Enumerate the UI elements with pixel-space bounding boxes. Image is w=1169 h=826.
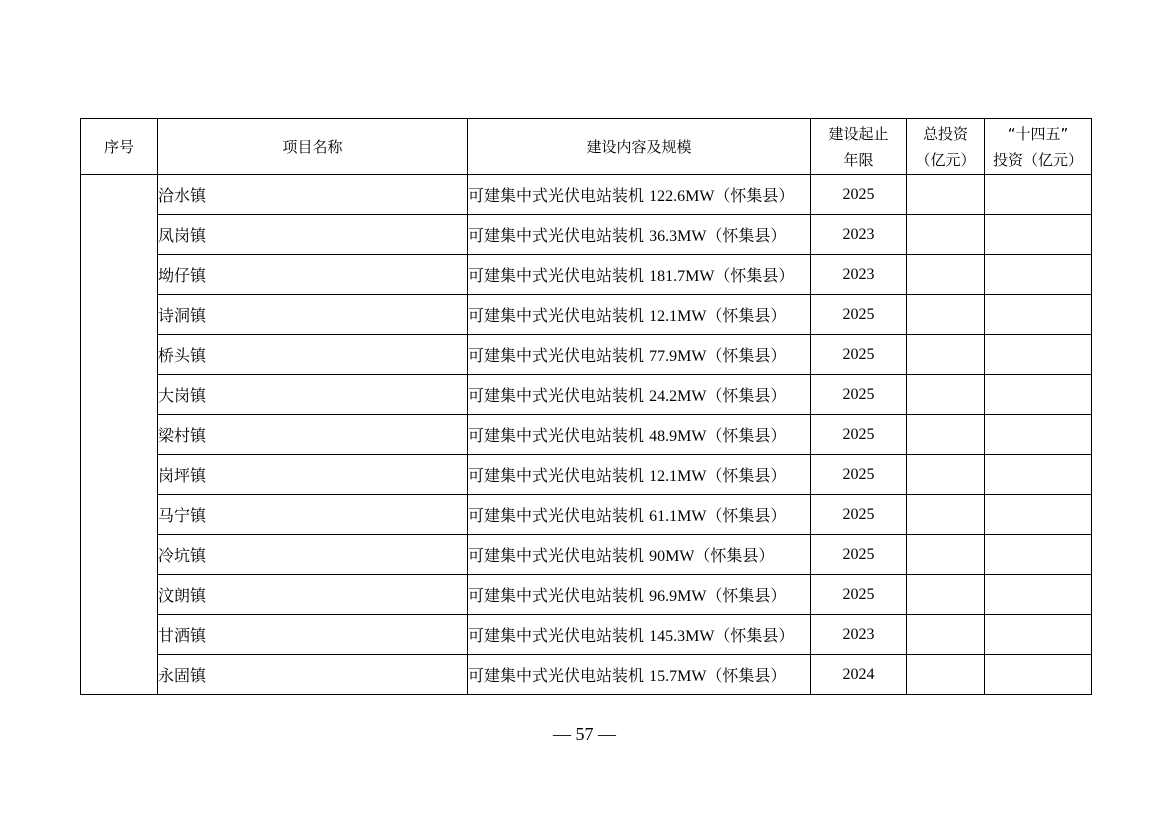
content-scale-cell [468,655,811,695]
table-row [81,175,1092,215]
total-investment-cell [907,455,985,495]
header-14th-plan-investment [985,119,1092,175]
content-scale-cell [468,375,811,415]
content-scale-cell [468,495,811,535]
capacity-value: 12.1MW [649,308,707,325]
capacity-value: 15.7MW [649,668,707,685]
table-row [81,535,1092,575]
plan-investment-cell [985,215,1092,255]
header-period [811,119,907,175]
total-investment-cell [907,335,985,375]
content-scale-cell [468,175,811,215]
capacity-value: 77.9MW [649,348,707,365]
header-period-line1: 建设起止 [828,124,889,143]
header-plan-line1: “十四五” [1007,124,1069,143]
period-cell: 2025 [811,295,907,335]
period-cell: 2024 [811,655,907,695]
project-name-cell: 马宁镇 [158,495,468,535]
county-label: （怀集县） [706,506,787,525]
total-investment-cell [907,375,985,415]
header-plan-line2: 投资（亿元） [992,150,1083,169]
content-scale-cell [468,255,811,295]
plan-investment-cell [985,255,1092,295]
content-scale-cell [468,295,811,335]
capacity-value: 122.6MW [649,188,715,205]
capacity-value: 36.3MW [649,228,707,245]
total-investment-cell [907,575,985,615]
total-investment-cell [907,535,985,575]
period-cell: 2025 [811,415,907,455]
capacity-value: 90MW [649,548,695,565]
capacity-value: 61.1MW [649,508,707,525]
capacity-value: 24.2MW [649,388,707,405]
county-label: （怀集县） [714,266,795,285]
plan-investment-cell [985,655,1092,695]
table-row [81,655,1092,695]
header-seq: 序号 [81,119,158,175]
content-scale-cell [468,415,811,455]
capacity-value: 145.3MW [649,628,715,645]
period-cell: 2025 [811,495,907,535]
content-prefix: 可建集中式光伏电站装机 [468,346,650,365]
plan-investment-cell [985,535,1092,575]
plan-investment-cell [985,295,1092,335]
header-period-line2: 年限 [843,150,874,169]
content-scale-cell [468,575,811,615]
total-investment-cell [907,615,985,655]
content-prefix: 可建集中式光伏电站装机 [468,226,650,245]
content-prefix: 可建集中式光伏电站装机 [468,626,650,645]
content-prefix: 可建集中式光伏电站装机 [468,266,650,285]
table-row [81,335,1092,375]
capacity-value: 48.9MW [649,428,707,445]
county-label: （怀集县） [706,426,787,445]
period-cell: 2025 [811,575,907,615]
header-project-name: 项目名称 [158,119,468,175]
plan-investment-cell [985,415,1092,455]
project-name-cell: 诗洞镇 [158,295,468,335]
header-invest-line2: （亿元） [915,150,976,169]
county-label: （怀集县） [706,666,787,685]
county-label: （怀集县） [714,186,795,205]
seq-cell [81,175,158,695]
header-content-scale: 建设内容及规模 [468,119,811,175]
content-prefix: 可建集中式光伏电站装机 [468,586,650,605]
project-name-cell: 梁村镇 [158,415,468,455]
plan-investment-cell [985,175,1092,215]
content-prefix: 可建集中式光伏电站装机 [468,426,650,445]
period-cell: 2025 [811,175,907,215]
content-scale-cell [468,215,811,255]
table-row [81,615,1092,655]
table-row [81,415,1092,455]
capacity-value: 12.1MW [649,468,707,485]
county-label: （怀集县） [706,586,787,605]
county-label: （怀集县） [706,306,787,325]
content-prefix: 可建集中式光伏电站装机 [468,666,650,685]
table-header-row [81,119,1092,175]
project-name-cell: 汶朗镇 [158,575,468,615]
total-investment-cell [907,255,985,295]
content-scale-cell [468,535,811,575]
plan-investment-cell [985,375,1092,415]
period-cell: 2023 [811,615,907,655]
content-scale-cell [468,615,811,655]
project-name-cell: 永固镇 [158,655,468,695]
period-cell: 2025 [811,455,907,495]
plan-investment-cell [985,335,1092,375]
county-label: （怀集县） [706,466,787,485]
capacity-value: 181.7MW [649,268,715,285]
page-number: — 57 — [553,724,616,744]
table-row [81,295,1092,335]
period-cell: 2023 [811,255,907,295]
header-invest-line1: 总投资 [922,124,968,143]
period-cell: 2025 [811,375,907,415]
table-row [81,495,1092,535]
period-cell: 2025 [811,535,907,575]
content-prefix: 可建集中式光伏电站装机 [468,466,650,485]
total-investment-cell [907,215,985,255]
content-scale-cell [468,455,811,495]
county-label: （怀集县） [706,226,787,245]
content-prefix: 可建集中式光伏电站装机 [468,386,650,405]
table-row [81,375,1092,415]
content-prefix: 可建集中式光伏电站装机 [468,186,650,205]
total-investment-cell [907,295,985,335]
project-name-cell: 岗坪镇 [158,455,468,495]
project-name-cell: 桥头镇 [158,335,468,375]
capacity-value: 96.9MW [649,588,707,605]
content-prefix: 可建集中式光伏电站装机 [468,306,650,325]
county-label: （怀集县） [694,546,775,565]
table-row [81,575,1092,615]
table-row [81,455,1092,495]
project-table [80,118,1092,695]
county-label: （怀集县） [706,346,787,365]
project-name-cell: 冷坑镇 [158,535,468,575]
period-cell: 2023 [811,215,907,255]
table-body [81,175,1092,695]
total-investment-cell [907,655,985,695]
table-row [81,215,1092,255]
header-total-investment [907,119,985,175]
county-label: （怀集县） [714,626,795,645]
plan-investment-cell [985,615,1092,655]
county-label: （怀集县） [706,386,787,405]
project-name-cell: 甘洒镇 [158,615,468,655]
total-investment-cell [907,415,985,455]
plan-investment-cell [985,495,1092,535]
table-row [81,255,1092,295]
project-name-cell: 凤岗镇 [158,215,468,255]
plan-investment-cell [985,455,1092,495]
content-prefix: 可建集中式光伏电站装机 [468,546,650,565]
project-name-cell: 坳仔镇 [158,255,468,295]
total-investment-cell [907,495,985,535]
content-scale-cell [468,335,811,375]
plan-investment-cell [985,575,1092,615]
project-name-cell: 大岗镇 [158,375,468,415]
content-prefix: 可建集中式光伏电站装机 [468,506,650,525]
period-cell: 2025 [811,335,907,375]
total-investment-cell [907,175,985,215]
project-name-cell: 洽水镇 [158,175,468,215]
